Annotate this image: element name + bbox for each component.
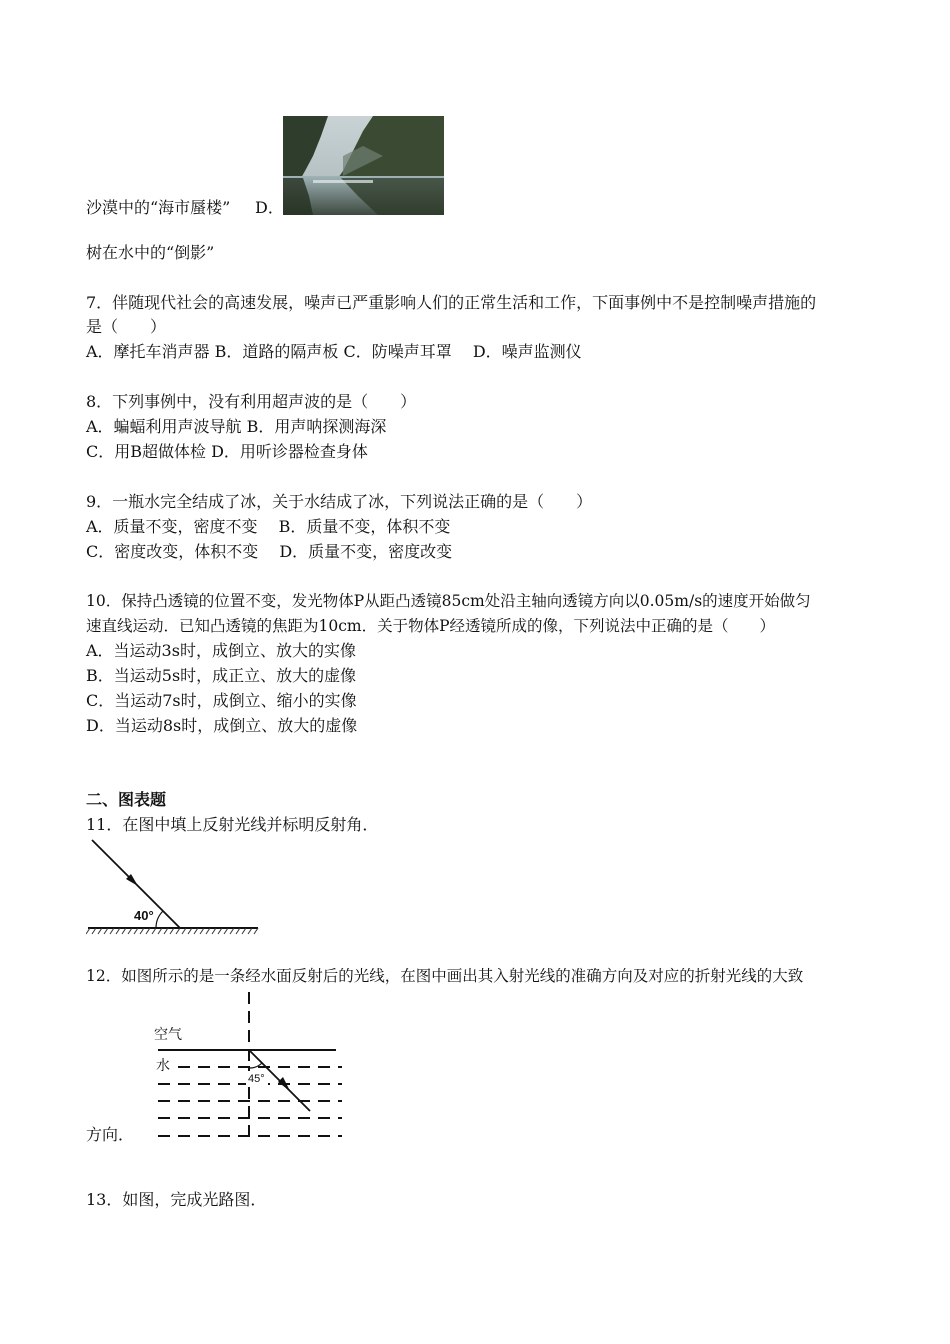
q8-options-line1: A．蝙蝠利用声波导航 B．用声呐探测海深 bbox=[86, 417, 387, 436]
q12-stem-line1: 12．如图所示的是一条经水面反射后的光线，在图中画出其入射光线的准确方向及对应的折射光线的大致 bbox=[86, 967, 804, 985]
option-c-text: 沙漠中的“海市蜃楼” bbox=[86, 198, 231, 217]
angle-label: 40° bbox=[134, 908, 154, 923]
air-label: 空气 bbox=[154, 1026, 182, 1042]
q10-stem-line2: 速直线运动．已知凸透镜的焦距为10cm．关于物体P经透镜所成的像，下列说法中正确的是（ ） bbox=[86, 617, 776, 635]
q10-option-a: A．当运动3s时，成倒立、放大的实像 bbox=[86, 641, 356, 660]
q9-options-line1: A．质量不变，密度不变 B．质量不变，体积不变 bbox=[86, 517, 451, 536]
q8-stem: 8．下列事例中，没有利用超声波的是（ ） bbox=[86, 392, 417, 411]
q10-stem-line1: 10．保持凸透镜的位置不变，发光物体P从距凸透镜85cm处沿主轴向透镜方向以0.05m/s的速度开始做匀 bbox=[86, 592, 811, 610]
angle-label: 45° bbox=[248, 1073, 265, 1085]
q9-stem: 9．一瓶水完全结成了冰，关于水结成了冰，下列说法正确的是（ ） bbox=[86, 492, 593, 511]
q10-option-c: C．当运动7s时，成倒立、缩小的实像 bbox=[86, 691, 357, 710]
q13-stem: 13．如图，完成光路图． bbox=[86, 1190, 267, 1209]
q7-options: A．摩托车消声器 B．道路的隔声板 C．防噪声耳罩 D．噪声监测仪 bbox=[86, 342, 582, 361]
reflection-diagram bbox=[86, 836, 261, 938]
q7-stem-line1: 7．伴随现代社会的高速发展，噪声已严重影响人们的正常生活和工作，下面事例中不是控制噪声措施的 bbox=[86, 293, 817, 312]
q11-stem: 11．在图中填上反射光线并标明反射角． bbox=[86, 815, 379, 834]
q10-option-b: B．当运动5s时，成正立、放大的虚像 bbox=[86, 666, 357, 685]
water-label: 水 bbox=[156, 1057, 170, 1073]
q10-option-d: D．当运动8s时，成倒立、放大的虚像 bbox=[86, 716, 358, 735]
q8-options-line2: C．用B超做体检 D．用听诊器检查身体 bbox=[86, 442, 368, 461]
q7-stem-line2: 是（ ） bbox=[86, 317, 167, 336]
lake-reflection-photo bbox=[283, 116, 444, 215]
option-d-label: D． bbox=[255, 198, 284, 217]
option-d-text: 树在水中的“倒影” bbox=[86, 243, 215, 262]
angle-arc bbox=[156, 911, 163, 928]
q9-options-line2: C．密度改变，体积不变 D．质量不变，密度改变 bbox=[86, 542, 453, 561]
section-title: 二、图表题 bbox=[86, 790, 167, 809]
q12-stem-line2: 方向． bbox=[86, 1125, 135, 1144]
refraction-diagram bbox=[150, 990, 350, 1142]
